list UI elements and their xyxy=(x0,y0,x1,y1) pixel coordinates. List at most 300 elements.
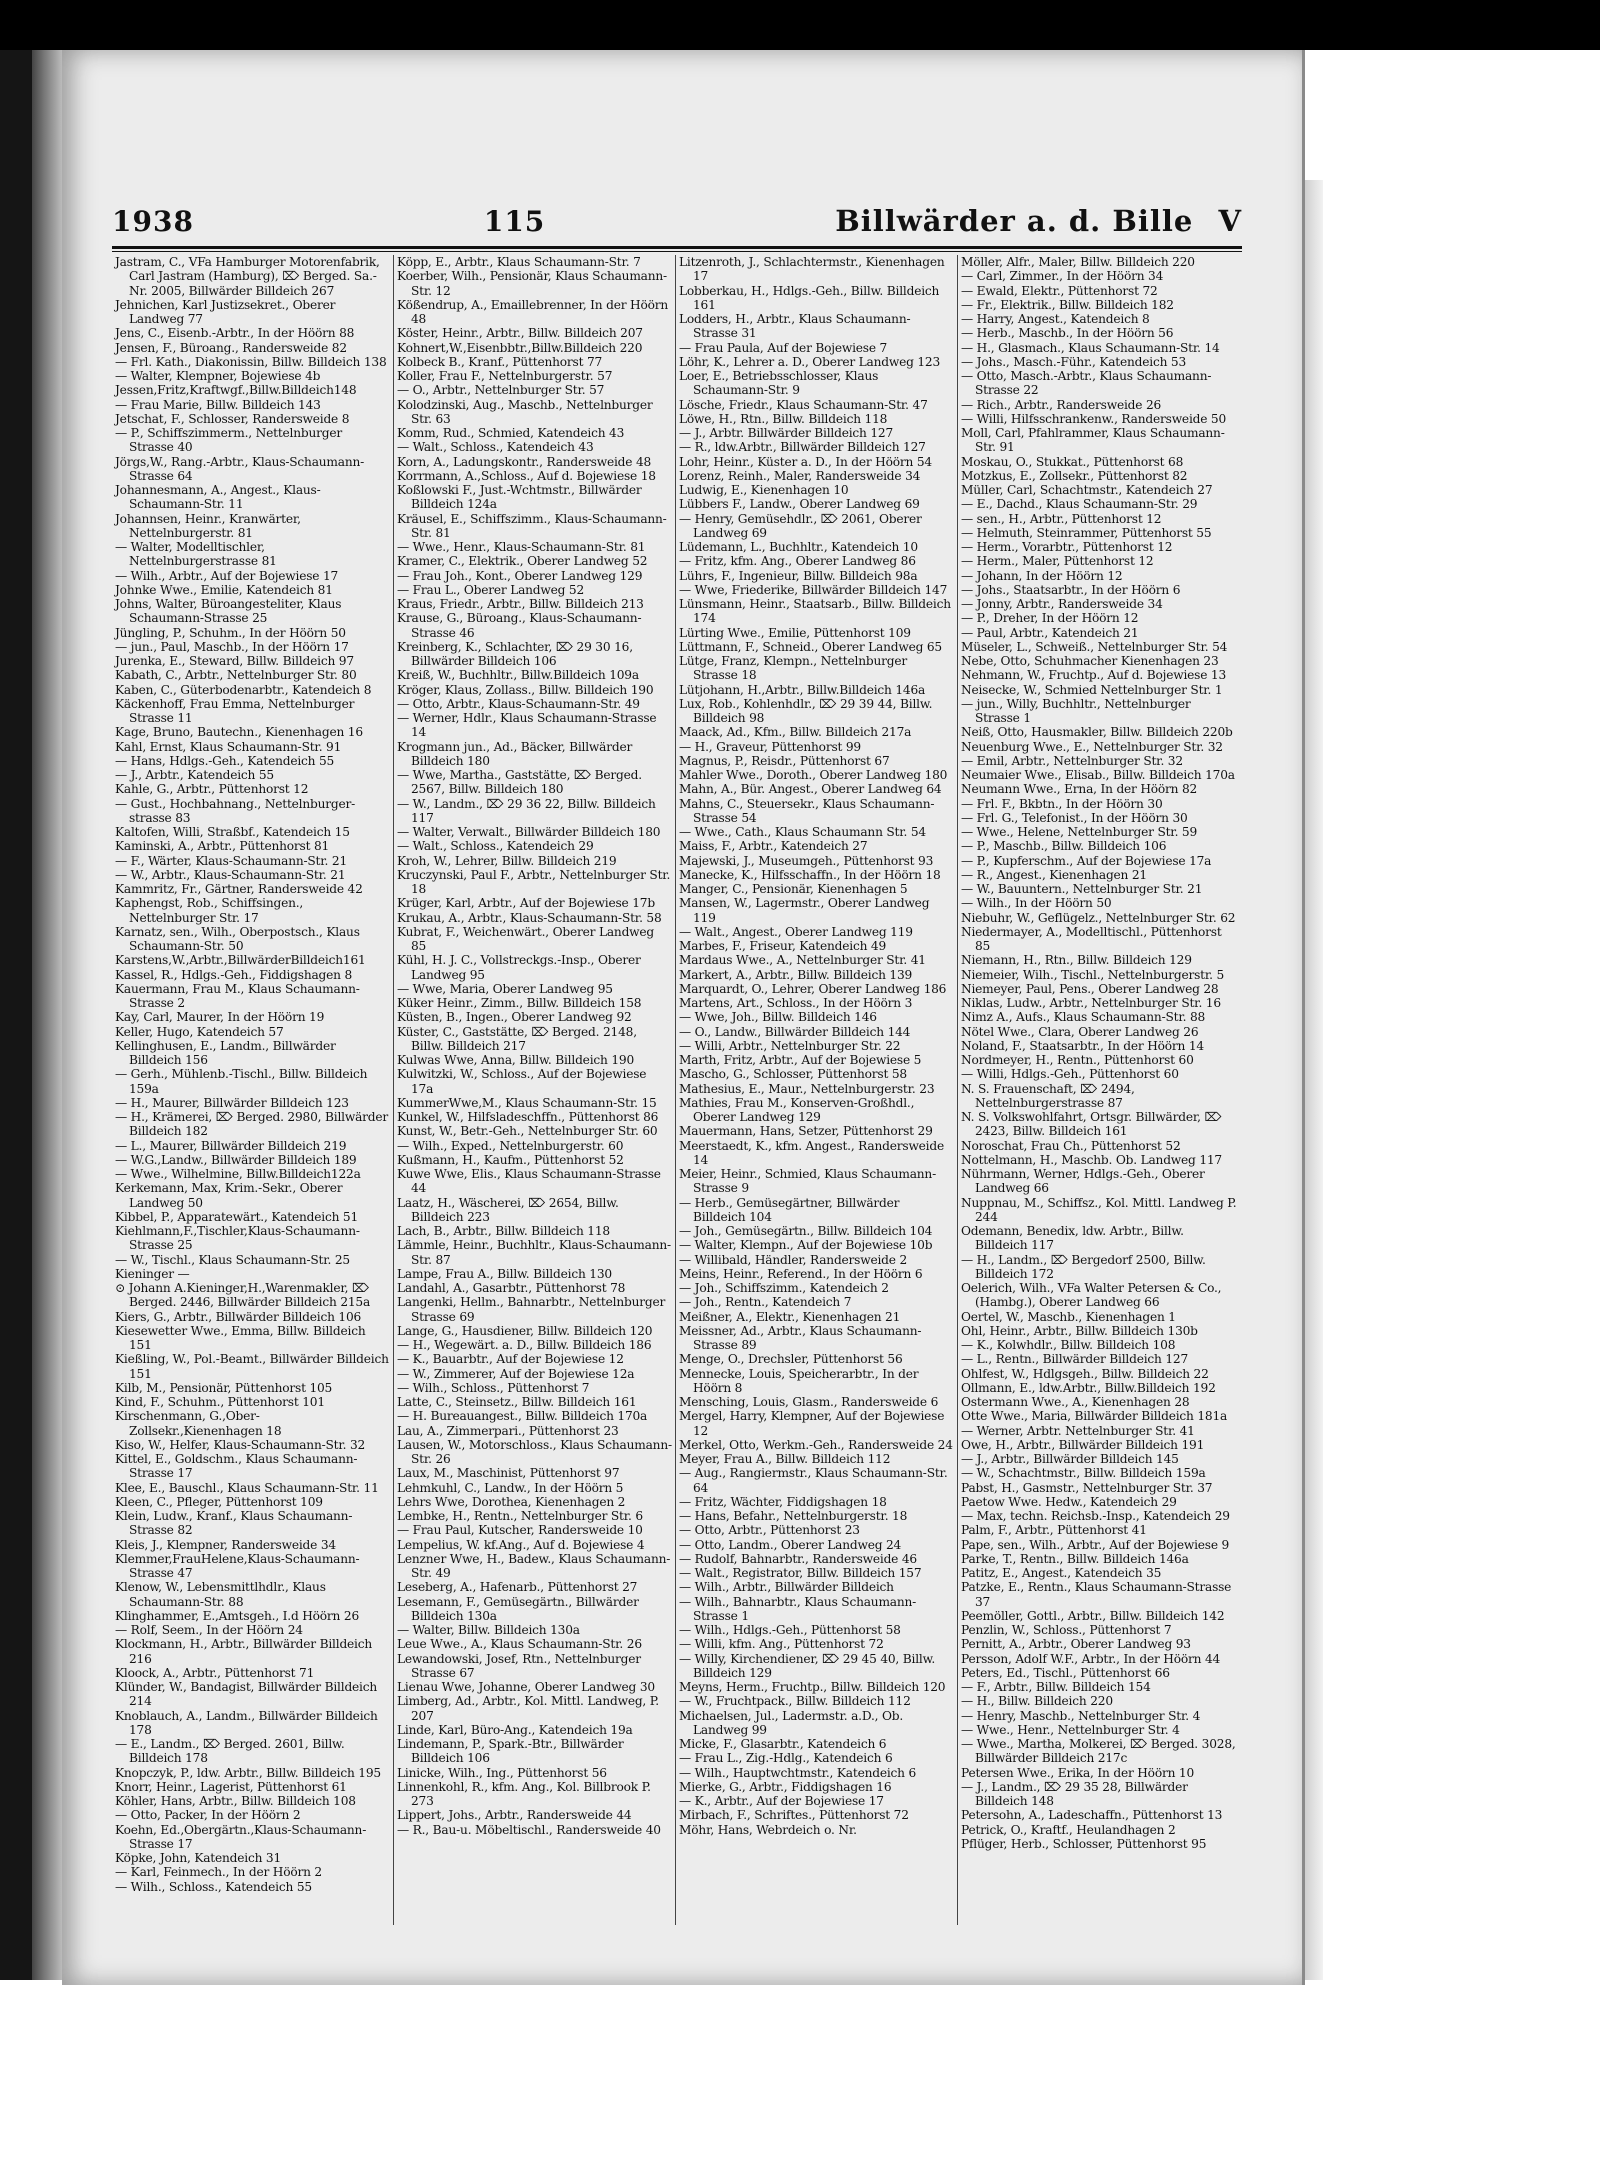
page-edge xyxy=(1305,180,1323,1980)
directory-entry: Mardaus Wwe., A., Nettelnburger Str. 41 xyxy=(679,953,926,968)
directory-entry: Jetschat, F., Schlosser, Randersweide 8 xyxy=(115,411,350,426)
directory-entry: Noroschat, Frau Ch., Püttenhorst 52 xyxy=(961,1138,1181,1153)
directory-entry: — Joh., Rentn., Katendeich 7 xyxy=(679,1295,852,1310)
header-page-number: 115 xyxy=(483,204,546,238)
directory-entry: Korn, A., Ladungskontr., Randersweide 48 xyxy=(397,454,652,469)
directory-entry: — Wilh., Hdlgs.-Geh., Püttenhorst 58 xyxy=(679,1623,901,1637)
directory-entry: — jun., Willy, Buchhltr., Nettelnburger Strasse 1 xyxy=(961,696,1191,725)
directory-entry: Nötel Wwe., Clara, Oberer Landweg 26 xyxy=(961,1024,1199,1039)
directory-entry: Landahl, A., Gasarbtr., Püttenhorst 78 xyxy=(397,1281,626,1295)
directory-entry: — P., Dreher, In der Höörn 12 xyxy=(961,611,1139,626)
directory-entry: Meins, Heinr., Referend., In der Höörn 6 xyxy=(679,1266,923,1281)
directory-entry: Küsten, B., Ingen., Oberer Landweg 92 xyxy=(397,1010,632,1025)
directory-entry: Lenzner Wwe, H., Badew., Klaus Schaumann-Str. 49 xyxy=(397,1551,671,1580)
directory-entry: — W., Tischl., Klaus Schaumann-Str. 25 xyxy=(115,1252,350,1267)
directory-entry: — W., Bauuntern., Nettelnburger Str. 21 xyxy=(961,882,1203,896)
directory-entry: KummerWwe,M., Klaus Schaumann-Str. 15 xyxy=(397,1095,657,1110)
directory-entry: Lübbers F., Landw., Oberer Landweg 69 xyxy=(679,497,920,512)
directory-entry: Kraus, Friedr., Arbtr., Billw. Billdeich 213 xyxy=(397,597,644,611)
directory-entry: Köster, Heinr., Arbtr., Billw. Billdeich 207 xyxy=(397,326,643,341)
directory-entry: Küster, C., Gaststätte, ⌦ Berged. 2148, Billw. Billdeich 217 xyxy=(397,1024,637,1053)
directory-entry: Meier, Heinr., Schmied, Klaus Schaumann-Strasse 9 xyxy=(679,1167,936,1196)
directory-entry: Ostermann Wwe., A., Kienenhagen 28 xyxy=(961,1395,1190,1409)
directory-entry: Lührs, F., Ingenieur, Billw. Billdeich 98a xyxy=(679,568,918,583)
directory-columns xyxy=(112,255,1242,1925)
directory-entry: — Wwe, Friederike, Billwärder Billdeich 147 xyxy=(679,582,948,597)
directory-entry: Latte, C., Steinsetz., Billw. Billdeich 161 xyxy=(397,1395,637,1409)
directory-entry: — J., Arbtr., Katendeich 55 xyxy=(115,768,274,782)
directory-entry: — Jonny, Arbtr., Randersweide 34 xyxy=(961,597,1163,611)
directory-entry: Laux, M., Maschinist, Püttenhorst 97 xyxy=(397,1466,620,1481)
directory-entry: — Walter, Klempn., Auf der Bojewiese 10b xyxy=(679,1238,933,1253)
directory-entry: Kießling, W., Pol.-Beamt., Billwärder Billdeich 151 xyxy=(115,1352,389,1381)
directory-entry: — J., Arbtr., Billwärder Billdeich 145 xyxy=(961,1452,1179,1466)
directory-entry: Linde, Karl, Büro-Ang., Katendeich 19a xyxy=(397,1722,633,1737)
directory-entry: — K., Arbtr., Auf der Bojewiese 17 xyxy=(679,1794,884,1808)
directory-entry: Lütjohann, H.,Arbtr., Billw.Billdeich 146a xyxy=(679,682,926,697)
directory-entry: Lach, B., Arbtr., Billw. Billdeich 118 xyxy=(397,1224,610,1238)
directory-entry: Kleis, J., Klempner, Randersweide 34 xyxy=(115,1537,336,1552)
directory-entry: Kittel, E., Goldschm., Klaus Schaumann-Strasse 17 xyxy=(115,1452,358,1481)
directory-entry: Löhr, K., Lehrer a. D., Oberer Landweg 123 xyxy=(679,354,941,369)
directory-entry: Krüger, Karl, Arbtr., Auf der Bojewiese 17b xyxy=(397,896,655,911)
directory-entry: — W., Arbtr., Klaus-Schaumann-Str. 21 xyxy=(115,867,346,882)
directory-entry: — F., Arbtr., Billw. Billdeich 154 xyxy=(961,1680,1151,1694)
directory-entry: — Otto, Landm., Oberer Landweg 24 xyxy=(679,1537,902,1552)
directory-entry: Laatz, H., Wäscherei, ⌦ 2654, Billw. Billdeich 223 xyxy=(397,1195,619,1224)
directory-entry: Jastram, C., VFa Hamburger Motorenfabrik, Carl Jastram (Hamburg), ⌦ Berged. Sa.-Nr. 2005, Billwärder Billdeich 267 xyxy=(115,255,380,298)
directory-entry: Kirschenmann, G.,Ober-Zollsekr.,Kienenhagen 18 xyxy=(115,1409,282,1438)
directory-entry: — Otto, Arbtr., Klaus-Schaumann-Str. 49 xyxy=(397,696,640,711)
directory-entry: Odemann, Benedix, ldw. Arbtr., Billw. Billdeich 117 xyxy=(961,1224,1184,1253)
directory-entry: Knoblauch, A., Landm., Billwärder Billdeich 178 xyxy=(115,1708,378,1737)
directory-entry: Knopczyk, P., ldw. Arbtr., Billw. Billdeich 195 xyxy=(115,1765,381,1780)
directory-entry: — Willi, Hilfsschrankenw., Randersweide 50 xyxy=(961,411,1227,426)
directory-entry: — Helmuth, Steinrammer, Püttenhorst 55 xyxy=(961,525,1212,540)
directory-entry: Mergel, Harry, Klempner, Auf der Bojewiese 12 xyxy=(679,1409,945,1438)
directory-entry: Manecke, K., Hilfsschaffn., In der Höörn 18 xyxy=(679,867,941,882)
directory-entry: Niemeier, Wilh., Tischl., Nettelnburgerstr. 5 xyxy=(961,967,1225,982)
directory-entry: — H. Bureauangest., Billw. Billdeich 170a xyxy=(397,1409,648,1424)
directory-entry: Nührmann, Werner, Hdlgs.-Geh., Oberer Landweg 66 xyxy=(961,1167,1205,1196)
directory-column-4 xyxy=(958,255,1240,1925)
directory-entry: Mahns, C., Steuersekr., Klaus Schaumann-Strasse 54 xyxy=(679,796,935,825)
directory-entry: — Wwe., Henr., Klaus-Schaumann-Str. 81 xyxy=(397,540,646,554)
directory-entry: Pernitt, A., Arbtr., Oberer Landweg 93 xyxy=(961,1637,1191,1652)
directory-entry: — F., Wärter, Klaus-Schaumann-Str. 21 xyxy=(115,853,348,868)
directory-column-2 xyxy=(394,255,676,1925)
book-gutter xyxy=(32,50,62,1980)
directory-entry: Mathies, Frau M., Konserven-Großhdl., Oberer Landweg 129 xyxy=(679,1095,915,1124)
directory-entry: — Willy, Kirchendiener, ⌦ 29 45 40, Billw. Billdeich 129 xyxy=(679,1651,936,1680)
directory-entry: Lüttmann, F., Schneid., Oberer Landweg 65 xyxy=(679,639,942,654)
directory-entry: Niemeyer, Paul, Pens., Oberer Landweg 28 xyxy=(961,981,1219,996)
directory-entry: Pape, sen., Wilh., Arbtr., Auf der Bojewiese 9 xyxy=(961,1537,1230,1552)
directory-entry: Lohr, Heinr., Küster a. D., In der Höörn 54 xyxy=(679,454,932,469)
directory-entry: Johannesmann, A., Angest., Klaus-Schaumann-Str. 11 xyxy=(115,483,321,512)
directory-entry: Jensen, F., Büroang., Randersweide 82 xyxy=(115,340,347,355)
header-title-group xyxy=(835,204,1242,238)
directory-entry: — Rudolf, Bahnarbtr., Randersweide 46 xyxy=(679,1551,917,1566)
directory-entry: Johnke Wwe., Emilie, Katendeich 81 xyxy=(115,582,333,597)
directory-entry: N. S. Volkswohlfahrt, Ortsgr. Billwärder, ⌦ 2423, Billw. Billdeich 161 xyxy=(961,1110,1222,1139)
directory-entry: — Walter, Billw. Billdeich 130a xyxy=(397,1623,580,1637)
directory-entry: — Johann, In der Höörn 12 xyxy=(961,568,1123,583)
directory-entry: — Herm., Vorarbtr., Püttenhorst 12 xyxy=(961,540,1173,554)
scan-border-top xyxy=(0,0,1600,50)
directory-entry: — L., Maurer, Billwärder Billdeich 219 xyxy=(115,1138,347,1153)
directory-entry: — Henry, Maschb., Nettelnburger Str. 4 xyxy=(961,1708,1201,1723)
directory-entry: Petrick, O., Kraftf., Heulandhagen 2 xyxy=(961,1822,1176,1837)
directory-entry: Peters, Ed., Tischl., Püttenhorst 66 xyxy=(961,1665,1170,1680)
directory-entry: — L., Rentn., Billwärder Billdeich 127 xyxy=(961,1352,1189,1367)
directory-entry: — Walt., Angest., Oberer Landweg 119 xyxy=(679,924,913,939)
directory-entry: Neiß, Otto, Hausmakler, Billw. Billdeich 220b xyxy=(961,725,1233,740)
directory-entry: Kilb, M., Pensionär, Püttenhorst 105 xyxy=(115,1380,333,1395)
directory-entry: Karnatz, sen., Wilh., Oberpostsch., Klaus Schaumann-Str. 50 xyxy=(115,924,360,953)
directory-entry: — Wilh., Schloss., Püttenhorst 7 xyxy=(397,1380,590,1395)
directory-entry: — Paul, Arbtr., Katendeich 21 xyxy=(961,625,1139,640)
directory-entry: — P., Schiffszimmerm., Nettelnburger Strasse 40 xyxy=(115,426,343,455)
directory-entry: Kroh, W., Lehrer, Billw. Billdeich 219 xyxy=(397,853,617,868)
directory-entry: — Wwe, Maria, Oberer Landweg 95 xyxy=(397,981,613,996)
directory-entry: Klee, E., Bauschl., Klaus Schaumann-Str. 11 xyxy=(115,1480,379,1495)
directory-entry: Leseberg, A., Hafenarb., Püttenhorst 27 xyxy=(397,1580,638,1595)
directory-entry: — W., Landm., ⌦ 29 36 22, Billw. Billdeich 117 xyxy=(397,796,656,825)
directory-entry: Köhler, Hans, Arbtr., Billw. Billdeich 108 xyxy=(115,1794,356,1808)
directory-entry: Niebuhr, W., Geflügelz., Nettelnburger Str. 62 xyxy=(961,910,1236,925)
directory-entry: — Max, techn. Reichsb.-Insp., Katendeich 29 xyxy=(961,1509,1230,1523)
directory-entry: Kammritz, Fr., Gärtner, Randersweide 42 xyxy=(115,882,363,896)
directory-entry: — Walt., Schloss., Katendeich 43 xyxy=(397,440,594,455)
directory-entry: Lehrs Wwe, Dorothea, Kienenhagen 2 xyxy=(397,1494,626,1509)
directory-entry: Kolodzinski, Aug., Maschb., Nettelnburger Str. 63 xyxy=(397,397,653,426)
directory-entry: Lau, A., Zimmerpari., Püttenhorst 23 xyxy=(397,1423,619,1438)
directory-entry: Lippert, Johs., Arbtr., Randersweide 44 xyxy=(397,1808,632,1823)
directory-entry: Mahn, A., Bür. Angest., Oberer Landweg 64 xyxy=(679,782,942,797)
directory-entry: — Karl, Feinmech., In der Höörn 2 xyxy=(115,1865,322,1880)
directory-entry: Micke, F., Glasarbtr., Katendeich 6 xyxy=(679,1737,887,1751)
directory-entry: Kaltofen, Willi, Straßbf., Katendeich 15 xyxy=(115,825,350,839)
directory-entry: — R., Bau-u. Möbeltischl., Randersweide 40 xyxy=(397,1822,661,1837)
header-title: Billwärder a. d. Bille xyxy=(835,204,1194,238)
directory-entry: Meissner, Ad., Arbtr., Klaus Schaumann-Strasse 89 xyxy=(679,1323,922,1352)
directory-entry: Kassel, R., Hdlgs.-Geh., Fiddigshagen 8 xyxy=(115,967,353,982)
directory-entry: Kahl, Ernst, Klaus Schaumann-Str. 91 xyxy=(115,739,342,754)
directory-entry: — Carl, Zimmer., In der Höörn 34 xyxy=(961,269,1164,284)
directory-entry: Jörgs,W., Rang.-Arbtr., Klaus-Schaumann-Strasse 64 xyxy=(115,454,365,483)
directory-entry: — Wwe., Martha, Molkerei, ⌦ Berged. 3028, Billwärder Billdeich 217c xyxy=(961,1737,1236,1766)
directory-entry: — Herm., Maler, Püttenhorst 12 xyxy=(961,554,1154,569)
directory-entry: — Rich., Arbtr., Randersweide 26 xyxy=(961,397,1162,412)
directory-entry: Kohnert,W.,Eisenbbtr.,Billw.Billdeich 220 xyxy=(397,340,643,355)
directory-entry: Petersohn, A., Ladeschaffn., Püttenhorst 13 xyxy=(961,1808,1223,1823)
directory-entry: Merkel, Otto, Werkm.-Geh., Randersweide 24 xyxy=(679,1437,953,1452)
directory-entry: — Wilh., Schloss., Katendeich 55 xyxy=(115,1879,312,1894)
directory-entry: Klockmann, H., Arbtr., Billwärder Billdeich 216 xyxy=(115,1637,373,1666)
directory-entry: — Wilh., Hauptwchtmstr., Katendeich 6 xyxy=(679,1765,917,1780)
header-marker: V xyxy=(1218,204,1242,238)
directory-entry: Kräusel, E., Schiffszimm., Klaus-Schaumann-Str. 81 xyxy=(397,511,667,540)
directory-entry: Lempelius, W. kf.Ang., Auf d. Bojewiese 4 xyxy=(397,1537,645,1552)
directory-entry: Kloock, A., Arbtr., Püttenhorst 71 xyxy=(115,1665,315,1680)
directory-entry: — Fritz, Wächter, Fiddigshagen 18 xyxy=(679,1494,887,1509)
directory-entry: — Frau L., Oberer Landweg 52 xyxy=(397,582,585,597)
directory-entry: Knorr, Heinr., Lagerist, Püttenhorst 61 xyxy=(115,1779,347,1794)
directory-entry: — Walt., Schloss., Katendeich 29 xyxy=(397,839,594,854)
directory-entry: — Joh., Gemüsegärtn., Billw. Billdeich 104 xyxy=(679,1224,933,1238)
directory-entry: — Johs., Staatsarbtr., In der Höörn 6 xyxy=(961,582,1181,597)
directory-entry: Lembke, H., Rentn., Nettelnburger Str. 6 xyxy=(397,1509,643,1523)
directory-entry: — Willibald, Händler, Randersweide 2 xyxy=(679,1252,908,1267)
directory-entry: N. S. Frauenschaft, ⌦ 2494, Nettelnburgerstrasse 87 xyxy=(961,1081,1135,1110)
directory-entry: Komm, Rud., Schmied, Katendeich 43 xyxy=(397,426,625,440)
directory-entry: Koßlowski F., Just.-Wchtmstr., Billwärder Billdeich 124a xyxy=(397,483,642,512)
directory-entry: Nordmeyer, H., Rentn., Püttenhorst 60 xyxy=(961,1053,1194,1067)
directory-entry: Lampe, Frau A., Billw. Billdeich 130 xyxy=(397,1266,612,1281)
directory-entry: — W.G.,Landw., Billwärder Billdeich 189 xyxy=(115,1152,357,1167)
directory-entry: Korrmann, A.,Schloss., Auf d. Bojewiese 18 xyxy=(397,468,656,483)
directory-entry: Lehmkuhl, C., Landw., In der Höörn 5 xyxy=(397,1480,624,1495)
directory-entry: — H., Graveur, Püttenhorst 99 xyxy=(679,739,861,754)
directory-entry: Kuwe Wwe, Elis., Klaus Schaumann-Strasse 44 xyxy=(397,1167,661,1196)
directory-entry: Kößendrup, A., Emaillebrenner, In der Höörn 48 xyxy=(397,297,669,326)
directory-entry: Neisecke, W., Schmied Nettelnburger Str. 1 xyxy=(961,682,1223,697)
directory-entry: Lüdemann, L., Buchhltr., Katendeich 10 xyxy=(679,540,918,554)
directory-entry: Kiehlmann,F.,Tischler,Klaus-Schaumann-Strasse 25 xyxy=(115,1224,360,1253)
directory-entry: Mascho, G., Schlosser, Püttenhorst 58 xyxy=(679,1067,907,1082)
directory-entry: Loer, E., Betriebsschlosser, Klaus Schaumann-Str. 9 xyxy=(679,369,879,398)
directory-entry: Lange, G., Hausdiener, Billw. Billdeich 120 xyxy=(397,1323,653,1338)
directory-entry: Moskau, O., Stukkat., Püttenhorst 68 xyxy=(961,454,1184,469)
directory-entry: Lämmle, Heinr., Buchhltr., Klaus-Schaumann-Str. 87 xyxy=(397,1238,671,1267)
directory-entry: Mirbach, F., Schriftes., Püttenhorst 72 xyxy=(679,1808,909,1823)
directory-entry: Köpke, John, Katendeich 31 xyxy=(115,1851,282,1865)
directory-entry: Kolbeck B., Kranf., Püttenhorst 77 xyxy=(397,354,603,369)
directory-entry: — Wilh., In der Höörn 50 xyxy=(961,896,1112,911)
directory-entry: — H., Landm., ⌦ Bergedorf 2500, Billw. Billdeich 172 xyxy=(961,1252,1206,1281)
directory-entry: — P., Maschb., Billw. Billdeich 106 xyxy=(961,839,1167,854)
directory-entry: — R., Angest., Kienenhagen 21 xyxy=(961,867,1147,882)
directory-entry: — Fr., Elektrik., Billw. Billdeich 182 xyxy=(961,297,1174,312)
directory-entry: Neumaier Wwe., Elisab., Billw. Billdeich 170a xyxy=(961,768,1235,782)
directory-entry: Karstens,W.,Arbtr.,BillwärderBilldeich161 xyxy=(115,953,366,968)
directory-entry: Krukau, A., Arbtr., Klaus-Schaumann-Str. 58 xyxy=(397,910,662,925)
directory-entry: Müseler, L., Schweiß., Nettelnburger Str. 54 xyxy=(961,639,1228,654)
directory-entry: — Wwe., Wilhelmine, Billw.Billdeich122a xyxy=(115,1167,361,1181)
directory-entry: Nottelmann, H., Maschb. Ob. Landweg 117 xyxy=(961,1152,1222,1167)
directory-entry: — Wwe, Martha., Gaststätte, ⌦ Berged. 2567, Billw. Billdeich 180 xyxy=(397,768,642,797)
directory-entry: — Wilh., Exped., Nettelnburgerstr. 60 xyxy=(397,1138,624,1153)
directory-entry: — Wilh., Arbtr., Auf der Bojewiese 17 xyxy=(115,568,339,583)
directory-entry: Lorenz, Reinh., Maler, Randersweide 34 xyxy=(679,468,921,483)
page-header xyxy=(112,196,1242,246)
directory-entry: — R., ldw.Arbtr., Billwärder Billdeich 127 xyxy=(679,440,926,455)
directory-entry: Kauermann, Frau M., Klaus Schaumann-Strasse 2 xyxy=(115,981,360,1010)
directory-entry: Moll, Carl, Pfahlrammer, Klaus Schaumann-Str. 91 xyxy=(961,426,1225,455)
directory-entry: Kage, Bruno, Bautechn., Kienenhagen 16 xyxy=(115,725,363,740)
directory-entry: Otte Wwe., Maria, Billwärder Billdeich 181a xyxy=(961,1409,1228,1424)
directory-entry: Lux, Rob., Kohlenhdlr., ⌦ 29 39 44, Billw. Billdeich 98 xyxy=(679,696,933,725)
directory-entry: Parke, T., Rentn., Billw. Billdeich 146a xyxy=(961,1551,1189,1566)
directory-entry: Patitz, E., Angest., Katendeich 35 xyxy=(961,1566,1162,1580)
directory-entry: — Fritz, kfm. Ang., Oberer Landweg 86 xyxy=(679,554,916,569)
directory-entry: — Aug., Rangiermstr., Klaus Schaumann-Str. 64 xyxy=(679,1466,948,1495)
directory-entry: — Frau Paul, Kutscher, Randersweide 10 xyxy=(397,1523,643,1538)
directory-entry: — Wwe., Henr., Nettelnburger Str. 4 xyxy=(961,1722,1180,1737)
directory-entry: Magnus, P., Reisdr., Püttenhorst 67 xyxy=(679,753,890,768)
directory-entry: Linnenkohl, R., kfm. Ang., Kol. Billbrook P. 273 xyxy=(397,1779,651,1808)
directory-entry: Petersen Wwe., Erika, In der Höörn 10 xyxy=(961,1765,1195,1780)
directory-entry: Kulwitzki, W., Schloss., Auf der Bojewiese 17a xyxy=(397,1067,647,1096)
directory-entry: Neuenburg Wwe., E., Nettelnburger Str. 32 xyxy=(961,739,1223,754)
directory-entry: Kruczynski, Paul F., Arbtr., Nettelnburger Str. 18 xyxy=(397,867,671,896)
directory-entry: Meerstaedt, K., kfm. Angest., Randersweide 14 xyxy=(679,1138,944,1167)
directory-entry: Mennecke, Louis, Speicherarbtr., In der Höörn 8 xyxy=(679,1366,919,1395)
directory-entry: — jun., Paul, Maschb., In der Höörn 17 xyxy=(115,639,349,654)
directory-entry: Klemmer,FrauHelene,Klaus-Schaumann-Strasse 47 xyxy=(115,1551,360,1580)
directory-entry: — Frau L., Zig.-Hdlg., Katendeich 6 xyxy=(679,1751,893,1766)
directory-entry: Peemöller, Gottl., Arbtr., Billw. Billdeich 142 xyxy=(961,1608,1225,1623)
directory-entry: Kußmann, H., Kaufm., Püttenhorst 52 xyxy=(397,1152,624,1167)
directory-entry: Kibbel, P., Apparatewärt., Katendeich 51 xyxy=(115,1209,359,1224)
directory-entry: Krogmann jun., Ad., Bäcker, Billwärder Billdeich 180 xyxy=(397,739,633,768)
directory-entry: — H., Wegewärt. a. D., Billw. Billdeich 186 xyxy=(397,1338,652,1352)
directory-entry: Mahler Wwe., Doroth., Oberer Landweg 180 xyxy=(679,768,948,782)
directory-entry: Lobberkau, H., Hdlgs.-Geh., Billw. Billdeich 161 xyxy=(679,283,940,312)
directory-entry: Jens, C., Eisenb.-Arbtr., In der Höörn 88 xyxy=(115,326,355,341)
directory-entry: Neumann Wwe., Erna, In der Höörn 82 xyxy=(961,782,1198,797)
directory-entry: Kiesewetter Wwe., Emma, Billw. Billdeich 151 xyxy=(115,1323,366,1352)
directory-entry: Nehmann, W., Fruchtp., Auf d. Bojewiese 13 xyxy=(961,668,1227,683)
directory-entry: — Hans, Hdlgs.-Geh., Katendeich 55 xyxy=(115,753,335,768)
directory-entry: Koller, Frau F., Nettelnburgerstr. 57 xyxy=(397,369,613,383)
directory-entry: Nuppnau, M., Schiffsz., Kol. Mittl. Landweg P. 244 xyxy=(961,1195,1237,1224)
directory-entry: Mauermann, Hans, Setzer, Püttenhorst 29 xyxy=(679,1124,933,1139)
scan-border-left xyxy=(0,50,32,1980)
directory-entry: Mathesius, E., Maur., Nettelnburgerstr. 23 xyxy=(679,1081,935,1096)
directory-entry: Jehnichen, Karl Justizsekret., Oberer Landweg 77 xyxy=(115,297,336,326)
directory-entry: Kramer, C., Elektrik., Oberer Landweg 52 xyxy=(397,554,648,569)
directory-entry: — Gust., Hochbahnang., Nettelnburger-strasse 83 xyxy=(115,796,356,825)
directory-entry: — Wilh., Bahnarbtr., Klaus Schaumann-Strasse 1 xyxy=(679,1594,917,1623)
directory-entry: — J., Arbtr. Billwärder Billdeich 127 xyxy=(679,426,894,440)
directory-entry: Niemann, H., Rtn., Billw. Billdeich 129 xyxy=(961,953,1192,968)
directory-entry: Koehn, Ed.,Obergärtn.,Klaus-Schaumann-Strasse 17 xyxy=(115,1822,367,1851)
directory-entry: Kreiß, W., Buchhltr., Billw.Billdeich 109a xyxy=(397,668,639,683)
directory-entry: — Werner, Hdlr., Klaus Schaumann-Strasse 14 xyxy=(397,711,657,740)
directory-entry: Marbes, F., Friseur, Katendeich 49 xyxy=(679,939,886,953)
directory-entry: Persson, Adolf W.F., Arbtr., In der Höörn 44 xyxy=(961,1651,1221,1666)
directory-entry: — W., Schachtmstr., Billw. Billdeich 159a xyxy=(961,1466,1206,1481)
directory-entry: Kreinberg, K., Schlachter, ⌦ 29 30 16, Billwärder Billdeich 106 xyxy=(397,639,633,668)
directory-entry: Ollmann, E., ldw.Arbtr., Billw.Billdeich 192 xyxy=(961,1380,1216,1395)
directory-entry: — Frau Marie, Billw. Billdeich 143 xyxy=(115,397,321,412)
directory-entry: — Herb., Gemüsegärtner, Billwärder Billdeich 104 xyxy=(679,1195,900,1224)
directory-entry: — H., Billw. Billdeich 220 xyxy=(961,1694,1113,1709)
directory-entry: — Wwe, Joh., Billw. Billdeich 146 xyxy=(679,1010,877,1025)
directory-entry: Lesemann, F., Gemüsegärtn., Billwärder Billdeich 130a xyxy=(397,1594,639,1623)
directory-entry: — Walter, Klempner, Bojewiese 4b xyxy=(115,369,321,383)
directory-entry: — Frau Joh., Kont., Oberer Landweg 129 xyxy=(397,568,643,583)
directory-entry: Kröger, Klaus, Zollass., Billw. Billdeich 190 xyxy=(397,682,654,697)
directory-entry: — Herb., Maschb., In der Höörn 56 xyxy=(961,326,1174,341)
directory-entry: — Walter, Modelltischler, Nettelnburgerstrasse 81 xyxy=(115,540,277,569)
directory-entry: Löwe, H., Rtn., Billw. Billdeich 118 xyxy=(679,411,888,426)
directory-entry: Klünder, W., Bandagist, Billwärder Billdeich 214 xyxy=(115,1680,378,1709)
directory-entry: Ohl, Heinr., Arbtr., Billw. Billdeich 130b xyxy=(961,1323,1198,1338)
directory-entry: Keller, Hugo, Katendeich 57 xyxy=(115,1024,284,1039)
directory-entry: — Gerh., Mühlenb.-Tischl., Billw. Billdeich 159a xyxy=(115,1067,368,1096)
directory-entry: — Willi, kfm. Ang., Püttenhorst 72 xyxy=(679,1637,884,1652)
directory-entry: Klinghammer, E.,Amtsgeh., I.d Höörn 26 xyxy=(115,1608,359,1623)
directory-entry: Pflüger, Herb., Schlosser, Püttenhorst 95 xyxy=(961,1836,1207,1851)
directory-entry: Palm, F., Arbtr., Püttenhorst 41 xyxy=(961,1523,1147,1538)
directory-entry: Michaelsen, Jul., Ladermstr. a.D., Ob. Landweg 99 xyxy=(679,1708,904,1737)
directory-entry: Litzenroth, J., Schlachtermstr., Kienenhagen 17 xyxy=(679,255,945,284)
directory-entry: Kleen, C., Pfleger, Püttenhorst 109 xyxy=(115,1494,323,1509)
directory-entry: Kunst, W., Betr.-Geh., Nettelnburger Str. 60 xyxy=(397,1124,658,1139)
directory-entry: — Henry, Gemüsehdlr., ⌦ 2061, Oberer Landweg 69 xyxy=(679,511,922,540)
directory-entry: Lienau Wwe, Johanne, Oberer Landweg 30 xyxy=(397,1680,655,1694)
directory-entry: — Otto, Arbtr., Püttenhorst 23 xyxy=(679,1523,860,1538)
directory-entry: — H., Krämerei, ⌦ Berged. 2980, Billwärder Billdeich 182 xyxy=(115,1110,389,1139)
directory-entry: Möhr, Hans, Webrdeich o. Nr. xyxy=(679,1822,857,1837)
directory-entry: Müller, Carl, Schachtmstr., Katendeich 27 xyxy=(961,483,1213,497)
directory-entry: Leue Wwe., A., Klaus Schaumann-Str. 26 xyxy=(397,1637,642,1652)
directory-entry: — Ewald, Elektr., Püttenhorst 72 xyxy=(961,283,1158,298)
directory-entry: Lürting Wwe., Emilie, Püttenhorst 109 xyxy=(679,625,911,640)
directory-entry: Marth, Fritz, Arbtr., Auf der Bojewiese 5 xyxy=(679,1053,922,1067)
directory-entry: Kulwas Wwe, Anna, Billw. Billdeich 190 xyxy=(397,1053,634,1067)
directory-entry: Kiso, W., Helfer, Klaus-Schaumann-Str. 32 xyxy=(115,1437,366,1452)
directory-entry: Kellinghusen, E., Landm., Billwärder Billdeich 156 xyxy=(115,1038,336,1067)
directory-entry: Noland, F., Staatsarbtr., In der Höörn 14 xyxy=(961,1038,1204,1053)
directory-entry: Meyer, Frau A., Billw. Billdeich 112 xyxy=(679,1452,891,1466)
directory-entry: Lösche, Friedr., Klaus Schaumann-Str. 47 xyxy=(679,397,928,412)
directory-entry: Motzkus, E., Zollsekr., Püttenhorst 82 xyxy=(961,468,1188,483)
directory-entry: — Frl. F., Bkbtn., In der Höörn 30 xyxy=(961,796,1163,811)
directory-entry: — Frau Paula, Auf der Bojewiese 7 xyxy=(679,340,888,355)
directory-entry: Johns, Walter, Büroangesteliter, Klaus Schaumann-Strasse 25 xyxy=(115,597,342,626)
directory-entry: — Hans, Befahr., Nettelnburgerstr. 18 xyxy=(679,1509,908,1523)
directory-entry: Meißner, A., Elektr., Kienenhagen 21 xyxy=(679,1309,901,1324)
directory-entry: Lodders, H., Arbtr., Klaus Schaumann-Strasse 31 xyxy=(679,312,911,341)
directory-column-1 xyxy=(112,255,394,1925)
directory-entry: Owe, H., Arbtr., Billwärder Billdeich 191 xyxy=(961,1437,1205,1452)
directory-entry: Kaphengst, Rob., Schiffsingen., Nettelnburger Str. 17 xyxy=(115,896,304,925)
directory-entry: Kunkel, W., Hilfsladeschffn., Püttenhorst 86 xyxy=(397,1110,659,1124)
directory-entry: Jurenka, E., Steward, Billw. Billdeich 97 xyxy=(115,654,354,668)
header-year: 1938 xyxy=(112,204,194,238)
directory-entry: — Willi, Arbtr., Nettelnburger Str. 22 xyxy=(679,1038,901,1053)
directory-entry: Kerkemann, Max, Krim.-Sekr., Oberer Landweg 50 xyxy=(115,1181,343,1210)
directory-entry: Möller, Alfr., Maler, Billw. Billdeich 220 xyxy=(961,255,1195,269)
directory-entry: — Otto, Packer, In der Höörn 2 xyxy=(115,1808,301,1823)
directory-entry: Mierke, G., Arbtr., Fiddigshagen 16 xyxy=(679,1779,892,1794)
directory-entry: Nimz A., Aufs., Klaus Schaumann-Str. 88 xyxy=(961,1010,1206,1025)
directory-entry: Niklas, Ludw., Arbtr., Nettelnburger Str. 16 xyxy=(961,996,1221,1010)
directory-entry: Kaben, C., Güterbodenarbtr., Katendeich 8 xyxy=(115,682,372,697)
directory-entry: Lausen, W., Motorschloss., Klaus Schaumann-Str. 26 xyxy=(397,1437,672,1466)
directory-entry: Kiers, G., Arbtr., Billwärder Billdeich 106 xyxy=(115,1309,362,1324)
directory-entry: — H., Maurer, Billwärder Billdeich 123 xyxy=(115,1095,349,1110)
directory-entry: Menge, O., Drechsler, Püttenhorst 56 xyxy=(679,1352,903,1367)
directory-entry: — H., Glasmach., Klaus Schaumann-Str. 14 xyxy=(961,340,1220,355)
directory-entry: Klenow, W., Lebensmittlhdlr., Klaus Schaumann-Str. 88 xyxy=(115,1580,326,1609)
directory-entry: Penzlin, W., Schloss., Püttenhorst 7 xyxy=(961,1623,1172,1637)
directory-entry: Lewandowski, Josef, Rtn., Nettelnburger Strasse 67 xyxy=(397,1651,641,1680)
